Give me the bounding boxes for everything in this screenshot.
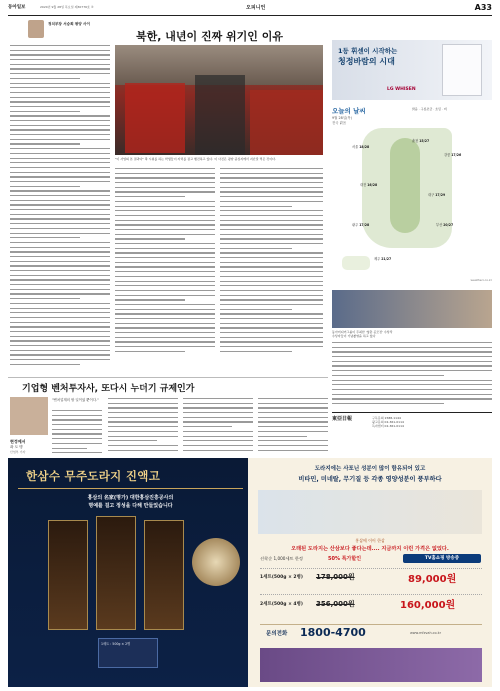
ad-site[interactable]: www.mfzvah.co.kr: [410, 631, 441, 635]
city-gangneung: 강릉 17/26: [444, 153, 462, 157]
article2-body-col1: [52, 410, 102, 460]
weather-legend: 맑음 · 구름조금 · 흐림 · 비: [412, 107, 447, 111]
page-number: A33: [474, 3, 492, 12]
author-name: 현정예서: [10, 439, 26, 444]
photo-caption: "이 사업의 본 결과다" 축 시위를 하는 학생들이 자리를 잡고 행진하고 있다. 이 사진은 평양 중심지에서 지난달 찍은 것이다.: [115, 157, 276, 161]
ad-limited: 선착순 1,000세트 한정: [260, 556, 303, 561]
legend-cloud: 흐림: [435, 107, 441, 111]
city-chuncheon: 춘천 15/27: [412, 139, 430, 143]
ad-subtitle2: 명예를 걸고 정성을 다해 만들었습니다: [88, 503, 173, 509]
tv-shopping-badge: TV홈쇼핑 방송중: [403, 554, 481, 563]
ad-photo-strip: [258, 490, 482, 534]
city-jeju: 제주 21/27: [374, 257, 392, 261]
protest-photo: [115, 45, 323, 155]
header-rule: [8, 15, 492, 16]
doraji-ad: [8, 458, 492, 687]
ad-product-title: 한삼수 무주도라지 진액고: [26, 469, 161, 483]
event-caption: [332, 330, 492, 338]
column-headline: 북한, 내년이 진짜 위기인 이유: [136, 30, 284, 43]
ad-line2: 청정바람의 시대: [338, 57, 395, 66]
column-body-col2: [115, 168, 215, 373]
weather-date: 9월 28일(목): [332, 116, 353, 120]
ad-line1: 1등 휘센이 시작하는: [338, 47, 398, 55]
product-jar-1: [48, 520, 88, 630]
product-jar-3: [144, 520, 184, 630]
section-rule: [8, 377, 328, 378]
subscribe-box: [332, 412, 492, 444]
event-caption-1: 동아미디어그룹이 주최한 '청춘 공모전' 수상작: [332, 330, 393, 334]
ad-subtitle1: 홍삼의 名家(명가) 대한홍삼진흥공사의: [87, 495, 174, 501]
legend-partly: 구름조금: [420, 107, 433, 111]
city-gwangju: 광주 17/28: [352, 223, 370, 227]
event-caption-2: 수상자들이 기념촬영을 하고 있다: [332, 334, 376, 338]
phone-label: 문의전화: [266, 631, 288, 637]
city-busan: 부산 20/27: [436, 223, 454, 227]
author-photo: [10, 397, 48, 435]
column-body-col3: [220, 168, 323, 373]
doraji-root-image: [192, 538, 240, 586]
ad-title-rule: [18, 488, 243, 489]
set1-new-price: 89,000원: [408, 574, 457, 585]
set2-name: 2세트(500g × 4병): [260, 602, 303, 607]
price-row-2: [260, 594, 482, 618]
article2-author-box: [10, 397, 50, 457]
ad-right-title2: 비타민, 미네랄, 무기질 등 각종 영양성분이 풍부하다: [298, 476, 442, 483]
phone-row: [260, 624, 482, 642]
column-body-col1: [10, 45, 110, 375]
price-row-1: [260, 568, 482, 590]
city-daejeon: 대전 16/28: [360, 183, 378, 187]
issue-date: 2020년 9월 28일 목요일 제30776호 ④: [40, 5, 94, 9]
product-jar-2: [96, 516, 136, 630]
article2-quote: "벤처업계의 할 일이었 뿐이다.": [52, 398, 99, 402]
lg-whisen-ad: [332, 40, 492, 100]
subscribe-lines: 구독문의 1588-1144 광고문의 02-361-0114 독자센터 02-361-0114: [372, 416, 404, 429]
article2-body-col3: [183, 398, 253, 458]
article2-body-col2: [108, 398, 178, 458]
subscribe-title: 東亞日報: [332, 416, 353, 422]
author-title: 곽 도 명: [10, 445, 23, 449]
weather-sub: 전국 맑음: [332, 121, 347, 125]
ad-right-title1: 도라지에는 사포닌 성분이 많이 함유되어 있고: [314, 466, 426, 472]
city-seoul: 서울 18/28: [352, 145, 370, 149]
columnist-photo: [28, 20, 44, 38]
air-purifier-image: [442, 44, 482, 96]
legend-sun: 맑음: [412, 107, 418, 111]
ad-promo1: 홍삼에 이어 한삼: [355, 538, 385, 543]
column-byline: 정치부장 서승희 평양 사이: [48, 22, 90, 26]
event-photo: [332, 290, 492, 328]
article2-headline: 기업형 벤처투자사, 또다시 누더기 규제인가: [22, 384, 195, 394]
weather-title: 오늘의 날씨: [332, 107, 366, 115]
city-daegu: 대구 17/29: [428, 193, 446, 197]
set2-new-price: 160,000원: [400, 600, 456, 611]
right-col-body: [332, 342, 492, 410]
phone-number[interactable]: 1800-4700: [300, 626, 366, 639]
article2-body-col4: [258, 398, 328, 458]
bellflower-photo: [260, 648, 482, 682]
author-sub: 산업부 기자: [10, 450, 26, 454]
ad-promo2: 오래된 도라지는 산삼보다 좋다는데.... 지금까지 이런 가격은 없었다.: [291, 546, 449, 552]
masthead-bar: [8, 4, 492, 14]
weather-source: weatheri.co.kr: [470, 278, 492, 282]
legend-rain: 비: [443, 107, 447, 111]
weather-text: [332, 228, 492, 288]
set1-old-price: 178,000원: [316, 573, 355, 581]
set1-name: 1세트(500g × 2병): [260, 575, 303, 580]
set2-old-price: 356,000원: [316, 600, 355, 608]
newspaper-logo: 동아일보: [8, 5, 26, 10]
section-name: 오피니언: [246, 5, 266, 11]
ad-box-spec: 1세트 : 500g × 2병: [98, 638, 158, 668]
ad-discount: 50% 특가할인: [328, 556, 362, 562]
ad-brand: LG WHISEN: [387, 87, 416, 92]
